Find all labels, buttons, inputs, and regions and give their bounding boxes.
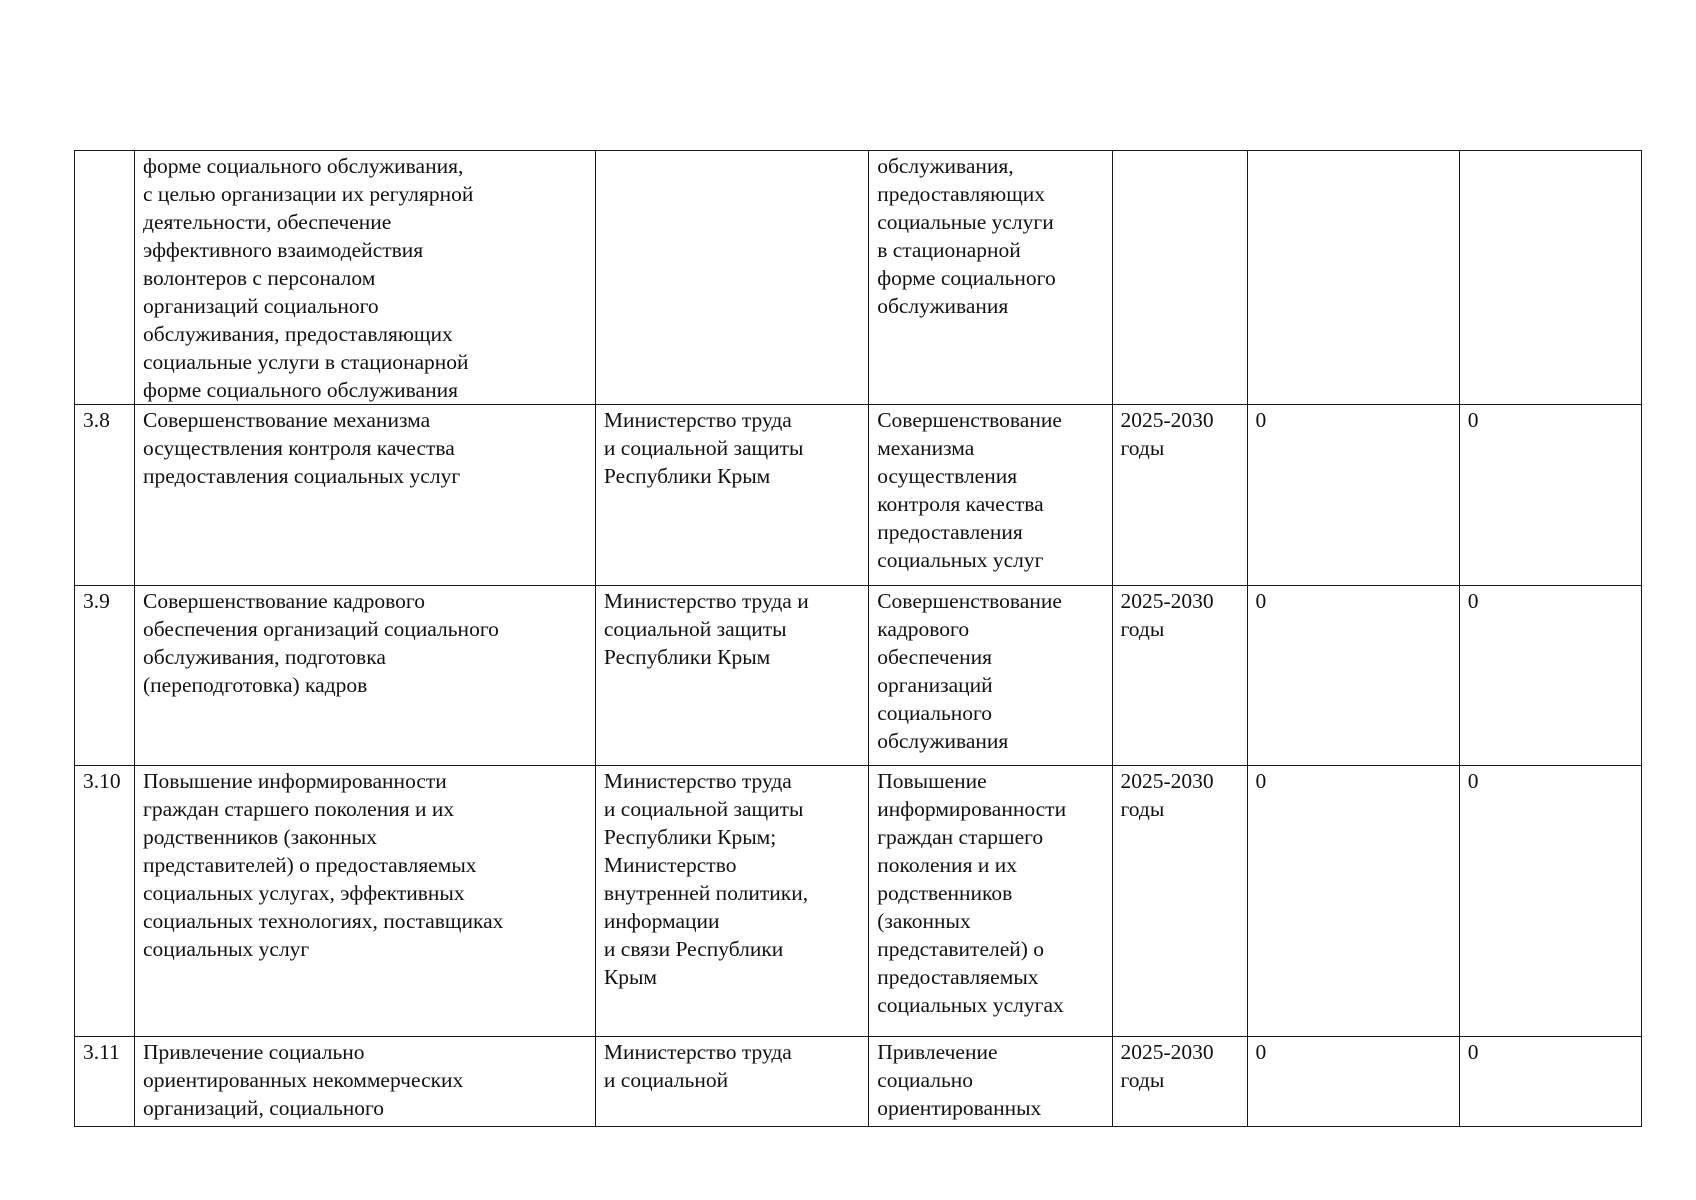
responsible-executor: Министерство труда и социальной защиты Республики Крым <box>595 405 868 586</box>
value-column-1: 0 <box>1247 405 1459 586</box>
responsible-executor: Министерство труда и социальной <box>595 1037 868 1127</box>
responsible-executor: Министерство труда и социальной защиты Республики Крым <box>595 586 868 766</box>
measure-name: Совершенствование механизма осуществления контроля качества предоставления социальных услуг <box>135 405 596 586</box>
row-number <box>75 151 135 405</box>
implementation-term: 2025-2030 годы <box>1112 586 1247 766</box>
measure-name: Совершенствование кадрового обеспечения организаций социального обслуживания, подготовка (переподготовка) кадров <box>135 586 596 766</box>
implementation-term: 2025-2030 годы <box>1112 766 1247 1037</box>
table-row <box>75 1037 1642 1127</box>
measure-name: Повышение информированности граждан старшего поколения и их родственников (законных представителей) о предоставляемых социальных услугах, эффективных социальных технологиях, поставщиках социальных услуг <box>135 766 596 1037</box>
value-column-2 <box>1459 151 1641 405</box>
row-number: 3.8 <box>75 405 135 586</box>
measure-name: форме социального обслуживания, с целью организации их регулярной деятельности, обеспечение эффективного взаимодействия волонтеров с персоналом организаций социального обслуживания, предоставляющих социальные услуги в стационарной форме социального обслуживания <box>135 151 596 405</box>
expected-result: Совершенствование кадрового обеспечения организаций социального обслуживания <box>869 586 1112 766</box>
implementation-term: 2025-2030 годы <box>1112 405 1247 586</box>
row-number: 3.11 <box>75 1037 135 1127</box>
value-column-1 <box>1247 151 1459 405</box>
measure-name: Привлечение социально ориентированных некоммерческих организаций, социального <box>135 1037 596 1127</box>
expected-result: обслуживания, предоставляющих социальные услуги в стационарной форме социального обслуживания <box>869 151 1112 405</box>
row-number: 3.9 <box>75 586 135 766</box>
implementation-term: 2025-2030 годы <box>1112 1037 1247 1127</box>
value-column-2: 0 <box>1459 766 1641 1037</box>
row-number: 3.10 <box>75 766 135 1037</box>
value-column-2: 0 <box>1459 586 1641 766</box>
expected-result: Совершенствование механизма осуществления контроля качества предоставления социальных услуг <box>869 405 1112 586</box>
responsible-executor <box>595 151 868 405</box>
value-column-1: 0 <box>1247 1037 1459 1127</box>
value-column-2: 0 <box>1459 405 1641 586</box>
value-column-1: 0 <box>1247 586 1459 766</box>
expected-result: Повышение информированности граждан старшего поколения и их родственников (законных представителей) о предоставляемых социальных услугах <box>869 766 1112 1037</box>
table-row <box>75 766 1642 1037</box>
expected-result: Привлечение социально ориентированных <box>869 1037 1112 1127</box>
responsible-executor: Министерство труда и социальной защиты Республики Крым; Министерство внутренней политики, информации и связи Республики Крым <box>595 766 868 1037</box>
value-column-2: 0 <box>1459 1037 1641 1127</box>
table-row <box>75 151 1642 405</box>
implementation-term <box>1112 151 1247 405</box>
measures-table <box>74 150 1642 1127</box>
value-column-1: 0 <box>1247 766 1459 1037</box>
table-row <box>75 586 1642 766</box>
table-row <box>75 405 1642 586</box>
